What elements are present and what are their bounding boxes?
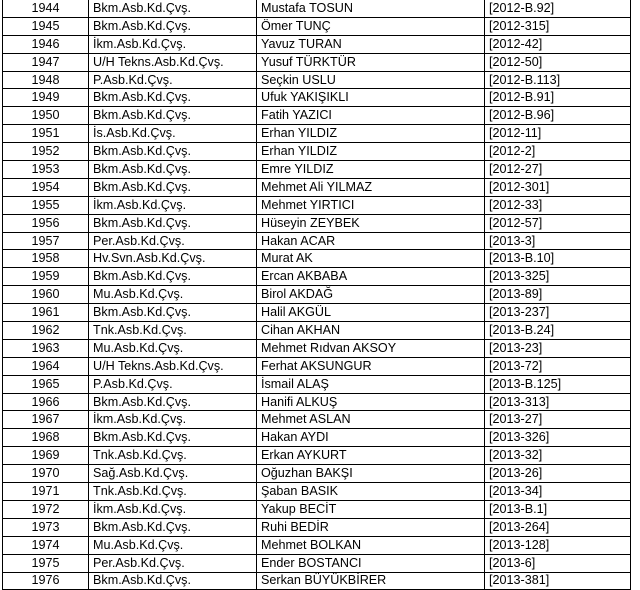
table-row [3, 304, 631, 322]
name-cell: Ferhat AKSUNGUR [257, 357, 485, 375]
code-cell: [2012-33] [485, 196, 631, 214]
code-cell: [2013-34] [485, 483, 631, 501]
name-cell: Hüseyin ZEYBEK [257, 214, 485, 232]
code-cell: [2013-128] [485, 536, 631, 554]
row-number: 1951 [3, 125, 89, 143]
table-row [3, 71, 631, 89]
code-cell: [2013-3] [485, 232, 631, 250]
rank-cell: Tnk.Asb.Kd.Çvş. [89, 447, 257, 465]
code-cell: [2012-2] [485, 143, 631, 161]
rank-cell: U/H Tekns.Asb.Kd.Çvş. [89, 53, 257, 71]
rank-cell: Tnk.Asb.Kd.Çvş. [89, 483, 257, 501]
row-number: 1972 [3, 500, 89, 518]
rank-cell: Mu.Asb.Kd.Çvş. [89, 536, 257, 554]
table-row [3, 89, 631, 107]
name-cell: Erhan YILDIZ [257, 143, 485, 161]
name-cell: Birol AKDAĞ [257, 286, 485, 304]
table-row [3, 447, 631, 465]
name-cell: Seçkin USLU [257, 71, 485, 89]
name-cell: Ercan AKBABA [257, 268, 485, 286]
name-cell: Hakan ACAR [257, 232, 485, 250]
code-cell: [2013-23] [485, 339, 631, 357]
row-number: 1957 [3, 232, 89, 250]
code-cell: [2012-B.113] [485, 71, 631, 89]
rank-cell: Bkm.Asb.Kd.Çvş. [89, 429, 257, 447]
row-number: 1948 [3, 71, 89, 89]
code-cell: [2012-50] [485, 53, 631, 71]
name-cell: Emre YILDIZ [257, 161, 485, 179]
name-cell: Ender BOSTANCI [257, 554, 485, 572]
table-row [3, 53, 631, 71]
table-row [3, 465, 631, 483]
row-number: 1949 [3, 89, 89, 107]
row-number: 1960 [3, 286, 89, 304]
row-number: 1974 [3, 536, 89, 554]
table-row [3, 393, 631, 411]
row-number: 1953 [3, 161, 89, 179]
rank-cell: Bkm.Asb.Kd.Çvş. [89, 143, 257, 161]
code-cell: [2012-B.92] [485, 0, 631, 17]
rank-cell: Bkm.Asb.Kd.Çvş. [89, 572, 257, 590]
row-number: 1961 [3, 304, 89, 322]
row-number: 1959 [3, 268, 89, 286]
rank-cell: U/H Tekns.Asb.Kd.Çvş. [89, 357, 257, 375]
row-number: 1945 [3, 17, 89, 35]
row-number: 1969 [3, 447, 89, 465]
rank-cell: Mu.Asb.Kd.Çvş. [89, 339, 257, 357]
name-cell: İsmail ALAŞ [257, 375, 485, 393]
row-number: 1954 [3, 178, 89, 196]
table-row [3, 500, 631, 518]
row-number: 1965 [3, 375, 89, 393]
name-cell: Oğuzhan BAKŞI [257, 465, 485, 483]
code-cell: [2013-237] [485, 304, 631, 322]
code-cell: [2013-B.1] [485, 500, 631, 518]
name-cell: Cihan AKHAN [257, 322, 485, 340]
name-cell: Mehmet Ali YILMAZ [257, 178, 485, 196]
table-row [3, 572, 631, 590]
code-cell: [2013-B.24] [485, 322, 631, 340]
table-row [3, 161, 631, 179]
name-cell: Şaban BASIK [257, 483, 485, 501]
rank-cell: İkm.Asb.Kd.Çvş. [89, 196, 257, 214]
row-number: 1967 [3, 411, 89, 429]
rank-cell: Bkm.Asb.Kd.Çvş. [89, 214, 257, 232]
row-number: 1962 [3, 322, 89, 340]
name-cell: Yakup BECİT [257, 500, 485, 518]
table-row [3, 322, 631, 340]
rank-cell: P.Asb.Kd.Çvş. [89, 375, 257, 393]
row-number: 1956 [3, 214, 89, 232]
personnel-list-body [3, 0, 631, 590]
code-cell: [2013-6] [485, 554, 631, 572]
name-cell: Hanifi ALKUŞ [257, 393, 485, 411]
rank-cell: Mu.Asb.Kd.Çvş. [89, 286, 257, 304]
row-number: 1973 [3, 518, 89, 536]
name-cell: Murat AK [257, 250, 485, 268]
row-number: 1950 [3, 107, 89, 125]
rank-cell: Hv.Svn.Asb.Kd.Çvş. [89, 250, 257, 268]
table-row [3, 375, 631, 393]
table-row [3, 536, 631, 554]
table-row [3, 125, 631, 143]
row-number: 1968 [3, 429, 89, 447]
code-cell: [2012-301] [485, 178, 631, 196]
name-cell: Mehmet YIRTICI [257, 196, 485, 214]
name-cell: Ufuk YAKIŞIKLI [257, 89, 485, 107]
rank-cell: Bkm.Asb.Kd.Çvş. [89, 268, 257, 286]
code-cell: [2013-264] [485, 518, 631, 536]
rank-cell: Bkm.Asb.Kd.Çvş. [89, 107, 257, 125]
row-number: 1952 [3, 143, 89, 161]
name-cell: Ruhi BEDİR [257, 518, 485, 536]
code-cell: [2013-89] [485, 286, 631, 304]
code-cell: [2012-B.91] [485, 89, 631, 107]
row-number: 1963 [3, 339, 89, 357]
table-row [3, 339, 631, 357]
name-cell: Serkan BÜYÜKBİRER [257, 572, 485, 590]
table-row [3, 214, 631, 232]
code-cell: [2012-315] [485, 17, 631, 35]
table-row [3, 411, 631, 429]
row-number: 1946 [3, 35, 89, 53]
rank-cell: Bkm.Asb.Kd.Çvş. [89, 393, 257, 411]
rank-cell: Bkm.Asb.Kd.Çvş. [89, 518, 257, 536]
name-cell: Halil AKGÜL [257, 304, 485, 322]
code-cell: [2013-326] [485, 429, 631, 447]
rank-cell: İkm.Asb.Kd.Çvş. [89, 500, 257, 518]
code-cell: [2012-11] [485, 125, 631, 143]
name-cell: Erkan AYKURT [257, 447, 485, 465]
rank-cell: İs.Asb.Kd.Çvş. [89, 125, 257, 143]
name-cell: Mehmet ASLAN [257, 411, 485, 429]
table-row [3, 483, 631, 501]
name-cell: Erhan YILDIZ [257, 125, 485, 143]
code-cell: [2013-B.125] [485, 375, 631, 393]
rank-cell: Bkm.Asb.Kd.Çvş. [89, 161, 257, 179]
name-cell: Mehmet BOLKAN [257, 536, 485, 554]
row-number: 1964 [3, 357, 89, 375]
name-cell: Mehmet Rıdvan AKSOY [257, 339, 485, 357]
code-cell: [2013-32] [485, 447, 631, 465]
rank-cell: Per.Asb.Kd.Çvş. [89, 232, 257, 250]
code-cell: [2013-381] [485, 572, 631, 590]
code-cell: [2012-B.96] [485, 107, 631, 125]
rank-cell: Bkm.Asb.Kd.Çvş. [89, 304, 257, 322]
table-row [3, 17, 631, 35]
name-cell: Hakan AYDI [257, 429, 485, 447]
table-row [3, 250, 631, 268]
rank-cell: Bkm.Asb.Kd.Çvş. [89, 17, 257, 35]
table-row [3, 107, 631, 125]
row-number: 1975 [3, 554, 89, 572]
row-number: 1958 [3, 250, 89, 268]
code-cell: [2012-57] [485, 214, 631, 232]
code-cell: [2013-325] [485, 268, 631, 286]
rank-cell: Bkm.Asb.Kd.Çvş. [89, 89, 257, 107]
name-cell: Fatih YAZICI [257, 107, 485, 125]
personnel-list-table [2, 0, 631, 590]
row-number: 1966 [3, 393, 89, 411]
table-row [3, 232, 631, 250]
name-cell: Yavuz TURAN [257, 35, 485, 53]
rank-cell: P.Asb.Kd.Çvş. [89, 71, 257, 89]
rank-cell: İkm.Asb.Kd.Çvş. [89, 411, 257, 429]
code-cell: [2013-313] [485, 393, 631, 411]
rank-cell: Bkm.Asb.Kd.Çvş. [89, 0, 257, 17]
table-row [3, 429, 631, 447]
code-cell: [2013-B.10] [485, 250, 631, 268]
rank-cell: İkm.Asb.Kd.Çvş. [89, 35, 257, 53]
table-row [3, 286, 631, 304]
code-cell: [2013-72] [485, 357, 631, 375]
code-cell: [2013-26] [485, 465, 631, 483]
code-cell: [2012-42] [485, 35, 631, 53]
rank-cell: Bkm.Asb.Kd.Çvş. [89, 178, 257, 196]
row-number: 1947 [3, 53, 89, 71]
table-row [3, 518, 631, 536]
rank-cell: Sağ.Asb.Kd.Çvş. [89, 465, 257, 483]
table-row [3, 554, 631, 572]
name-cell: Ömer TUNÇ [257, 17, 485, 35]
row-number: 1944 [3, 0, 89, 17]
table-row [3, 196, 631, 214]
table-row [3, 268, 631, 286]
code-cell: [2012-27] [485, 161, 631, 179]
rank-cell: Tnk.Asb.Kd.Çvş. [89, 322, 257, 340]
row-number: 1955 [3, 196, 89, 214]
name-cell: Yusuf TÜRKTÜR [257, 53, 485, 71]
table-row [3, 143, 631, 161]
row-number: 1976 [3, 572, 89, 590]
table-row [3, 35, 631, 53]
row-number: 1971 [3, 483, 89, 501]
code-cell: [2013-27] [485, 411, 631, 429]
table-row [3, 357, 631, 375]
rank-cell: Per.Asb.Kd.Çvş. [89, 554, 257, 572]
row-number: 1970 [3, 465, 89, 483]
table-row [3, 0, 631, 17]
name-cell: Mustafa TOSUN [257, 0, 485, 17]
table-row [3, 178, 631, 196]
